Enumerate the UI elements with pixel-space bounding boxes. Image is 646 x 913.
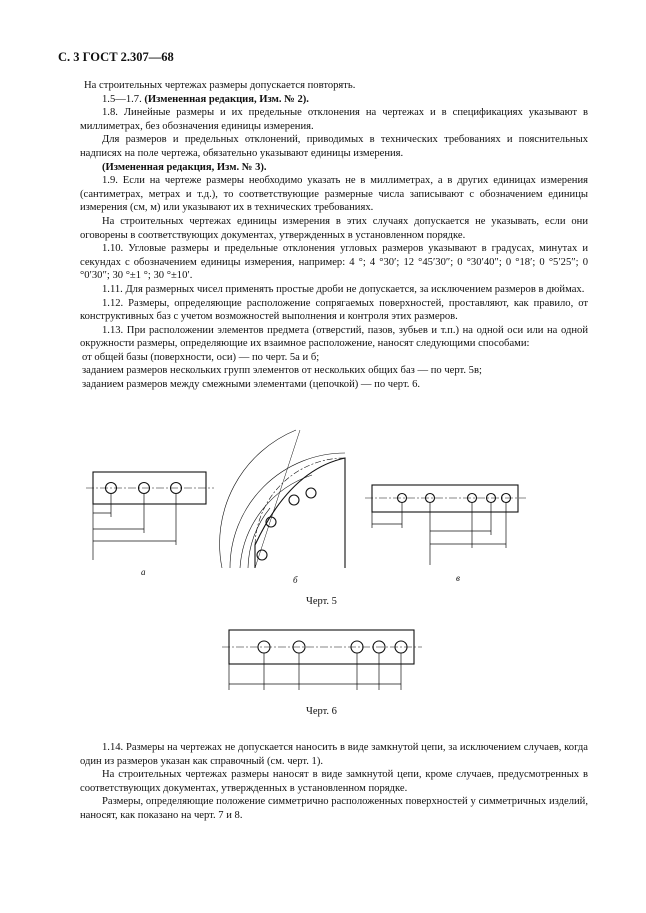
paragraph: 1.13. При расположении элементов предмета (отверстий, пазов, зубьев и т.п.) на одной оси или на одной окружности размеры, определяющие их взаимное расположение, наносят следующими способами: [80,324,588,350]
paragraph: На строительных чертежах размеры допускается повторять. [84,80,356,91]
paragraph: 1.5—1.7. (Измененная редакция, Изм. № 2). [102,93,309,105]
fig5b-label: б [293,575,298,585]
fig5a-label: а [141,567,146,577]
fig6-drawing [222,630,422,690]
fig5-caption: Черт. 5 [306,596,337,607]
paragraph: 1.9. Если на чертеже размеры необходимо указать не в миллиметрах, а в других единицах измерения (сантиметрах, метрах и т.д.), то соответствующие размерные числа записывают с обозначением единицы измерения (см, м) или указывают их в технических требованиях. [80,175,588,214]
paragraph: Для размеров и предельных отклонений, приводимых в технических требованиях и пояснительных надписях на поле чертежа, обязательно указывают единицы измерения. [80,134,588,159]
paragraph: 1.11. Для размерных чисел применять простые дроби не допускается, за исключением размеров в дюймах. [102,283,585,295]
page-header: С. 3 ГОСТ 2.307—68 [58,50,174,64]
paragraph: Размеры, определяющие положение симметрично расположенных поверхностей у симметричных изделий, наносят, как показано на черт. 7 и 8. [80,796,588,821]
text-block-bottom [80,741,588,823]
paragraph: (Измененная редакция, Изм. № 3). [102,161,267,173]
list-item: заданием размеров нескольких групп элементов от нескольких общих баз — по черт. 5в; [82,365,482,377]
list-item: от общей базы (поверхности, оси) — по черт. 5а и б; [82,351,320,363]
paragraph: 1.10. Угловые размеры и предельные отклонения угловых размеров указывают в градусах, минутах и секундах с обозначением единицы измерения, например: 4 °; 4 °30′; 12 °45′30″; 0 °30′40″; 0 °18′; 0 °5′25″; 0 °0′30″; 30 °±1 °; 30 °±10′. [80,243,588,282]
paragraph: 1.8. Линейные размеры и их предельные отклонения на чертежах и в спецификациях указывают в миллиметрах, без обозначения единицы измерения. [80,107,588,132]
fig5a-drawing [86,472,214,560]
paragraph: 1.12. Размеры, определяющие расположение сопрягаемых поверхностей, проставляют, как правило, от конструктивных баз с учетом возможностей выполнения и контроля этих размеров. [80,297,588,323]
paragraph: На строительных чертежах размеры наносят в виде замкнутой цепи, кроме случаев, предусмотренных в соответствующих документах, утвержденных в установленном порядке. [80,769,588,794]
fig5c-drawing [365,485,526,565]
fig5c-label: в [456,573,460,583]
list-item: заданием размеров между смежными элементами (цепочкой) — по черт. 6. [82,379,421,391]
fig5b-drawing [220,430,345,568]
paragraph: На строительных чертежах единицы измерения в этих случаях допускается не указывать, если они оговорены в соответствующих документах, утвержденных в установленном порядке. [80,215,588,241]
fig6-caption: Черт. 6 [306,706,337,717]
paragraph: 1.14. Размеры на чертежах не допускается наносить в виде замкнутой цепи, за исключением случаев, когда один из размеров указан как справочный (см. черт. 1). [80,742,588,767]
